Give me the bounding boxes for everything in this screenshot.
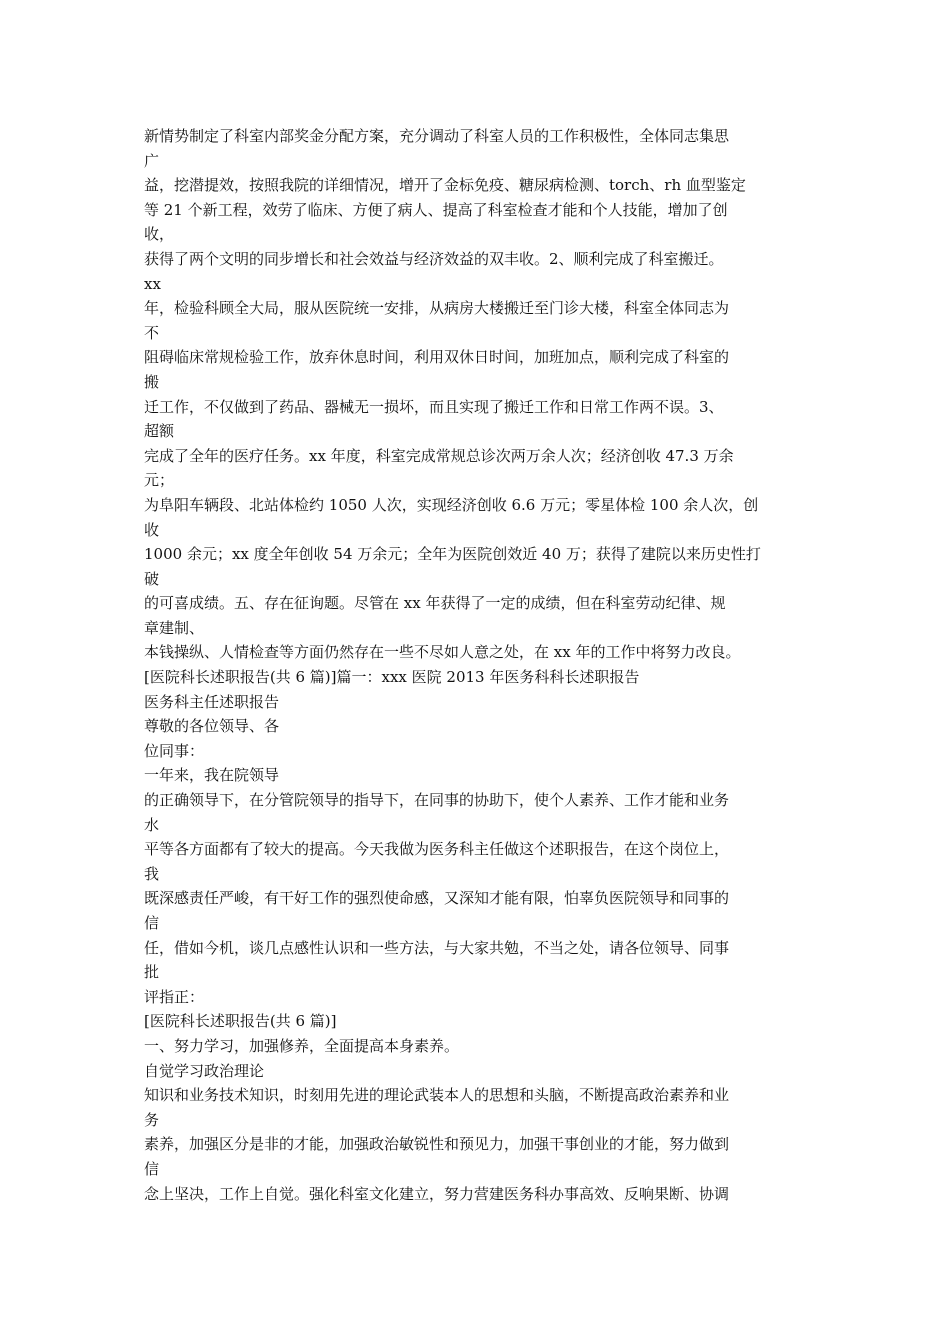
text-line: 不: [144, 323, 160, 342]
text-line: 信: [144, 1159, 160, 1178]
text-line: 收，: [144, 225, 175, 244]
text-line: 的正确领导下，在分管院领导的指导下，在同事的协助下，使个人素养、工作才能和业务: [144, 791, 730, 810]
text-line: 素养，加强区分是非的才能，加强政治敏锐性和预见力，加强干事创业的才能，努力做到: [144, 1135, 730, 1154]
text-line: 广: [144, 151, 160, 170]
text-line: 既深感责任严峻，有干好工作的强烈使命感，又深知才能有限，怕辜负医院领导和同事的: [144, 889, 730, 908]
text-line: 批: [144, 963, 160, 982]
text-line: 获得了两个文明的同步增长和社会效益与经济效益的双丰收。2、顺利完成了科室搬迁。: [144, 249, 724, 268]
text-line: 本钱操纵、人情检查等方面仍然存在一些不尽如人意之处，在 xx 年的工作中将努力改良。: [144, 643, 741, 662]
text-line: 评指正：: [144, 987, 205, 1006]
text-line: 破: [144, 569, 160, 588]
text-line: 益，挖潜提效，按照我院的详细情况，增开了金标免疫、糖尿病检测、torch、rh 血型鉴定: [144, 176, 746, 195]
text-line: 务: [144, 1110, 160, 1129]
text-line: [医院科长述职报告(共 6 篇)]篇一：xxx 医院 2013 年医务科科长述职报告: [144, 668, 640, 687]
text-line: 水: [144, 815, 160, 834]
text-line: 为阜阳车辆段、北站体检约 1050 人次，实现经济创收 6.6 万元；零星体检 100 余人次，创: [144, 495, 759, 514]
text-line: 搬: [144, 372, 160, 391]
text-line: 位同事：: [144, 741, 205, 760]
text-line: 超额: [144, 422, 175, 441]
text-line: 等 21 个新工程，效劳了临床、方便了病人、提高了科室检查才能和个人技能，增加了创: [144, 200, 728, 219]
text-line: 自觉学习政治理论: [144, 1061, 265, 1080]
text-line: 1000 余元；xx 度全年创收 54 万余元；全年为医院创效近 40 万；获得了建院以来历史性打: [144, 545, 761, 564]
text-line: 元；: [144, 471, 175, 490]
text-line: [医院科长述职报告(共 6 篇)]: [144, 1012, 337, 1031]
text-line: 知识和业务技术知识，时刻用先进的理论武装本人的思想和头脑，不断提高政治素养和业: [144, 1086, 730, 1105]
text-line: 迁工作，不仅做到了药品、器械无一损坏，而且实现了搬迁工作和日常工作两不误。3、: [144, 397, 724, 416]
text-line: 年，检验科顾全大局，服从医院统一安排，从病房大楼搬迁至门诊大楼，科室全体同志为: [144, 299, 730, 318]
text-line: 章建制、: [144, 618, 205, 637]
text-line: 信: [144, 914, 160, 932]
text-line: 医务科主任述职报告: [144, 692, 280, 711]
text-line: 念上坚决，工作上自觉。强化科室文化建立，努力营建医务科办事高效、反响果断、协调: [144, 1184, 730, 1203]
text-line: 平等各方面都有了较大的提高。今天我做为医务科主任做这个述职报告，在这个岗位上，: [144, 840, 730, 859]
text-line: 任，借如今机，谈几点感性认识和一些方法，与大家共勉，不当之处，请各位领导、同事: [144, 938, 730, 957]
text-line: 一、努力学习，加强修养，全面提高本身素养。: [144, 1036, 460, 1055]
text-line: 完成了全年的医疗任务。xx 年度，科室完成常规总诊次两万余人次；经济创收 47.3 万余: [144, 446, 734, 465]
text-line: 我: [144, 864, 160, 883]
text-line: 的可喜成绩。五、存在征询题。尽管在 xx 年获得了一定的成绩，但在科室劳动纪律、规: [144, 594, 726, 613]
text-line: 一年来，我在院领导: [144, 766, 280, 785]
text-line: 阻碍临床常规检验工作，放弃休息时间，利用双休日时间，加班加点，顺利完成了科室的: [144, 348, 730, 367]
text-line: 尊敬的各位领导、各: [144, 717, 280, 736]
text-line: xx: [144, 274, 161, 293]
text-line: 收: [144, 520, 160, 539]
text-line: 新情势制定了科室内部奖金分配方案，充分调动了科室人员的工作积极性，全体同志集思: [144, 127, 730, 145]
document-body: [144, 124, 834, 1206]
